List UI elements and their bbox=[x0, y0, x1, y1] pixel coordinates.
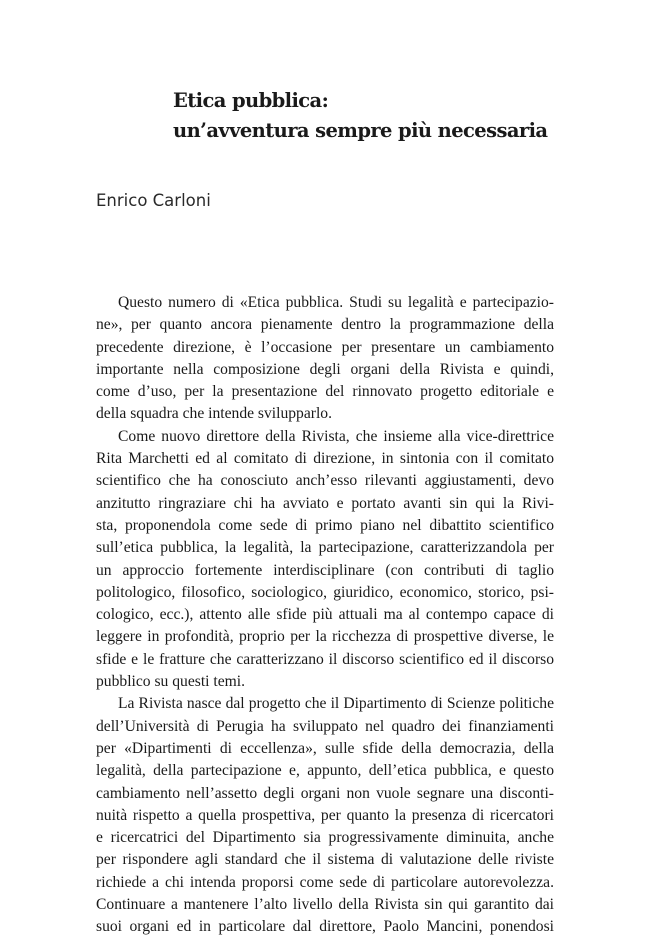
paragraph-line: un approccio fortemente interdisciplinare (con contributi di taglio bbox=[96, 561, 554, 579]
paragraph-line: politologico, filosofico, sociologico, giuridico, economico, storico, psi- bbox=[96, 583, 554, 601]
paragraph-line: della squadra che intende svilupparlo. bbox=[96, 405, 332, 423]
paragraph-line: legalità, della partecipazione e, appunto, dell’etica pubblica, e questo bbox=[96, 762, 554, 780]
paragraph-line: per «Dipartimenti di eccellenza», sulle sfide della democrazia, della bbox=[96, 739, 554, 757]
article-body bbox=[96, 292, 554, 939]
paragraph-line: pubblico su questi temi. bbox=[96, 673, 245, 691]
paragraph-line: nuità rispetto a quella prospettiva, per quanto la presenza di ricercatori bbox=[96, 806, 554, 824]
paragraph-3 bbox=[96, 693, 554, 938]
paragraph-line: per rispondere agli standard che il sistema di valutazione delle riviste bbox=[96, 851, 554, 869]
paragraph-line: importante nella composizione degli organi della Rivista e quindi, bbox=[96, 360, 554, 378]
article-title-line-1: Etica pubblica: bbox=[173, 89, 329, 112]
author-name: Enrico Carloni bbox=[96, 191, 211, 210]
paragraph-line: cambiamento nell’assetto degli organi non vuole segnare una disconti- bbox=[96, 784, 554, 802]
article-title-line-2: un’avventura sempre più necessaria bbox=[173, 119, 548, 142]
paragraph-line: leggere in profondità, proprio per la ricchezza di prospettive diverse, le bbox=[96, 628, 554, 646]
paragraph-line: Rita Marchetti ed al comitato di direzione, in sintonia con il comitato bbox=[96, 450, 554, 468]
paragraph-line: La Rivista nasce dal progetto che il Dipartimento di Scienze politiche bbox=[118, 695, 554, 713]
paragraph-line: richiede a chi intenda proporsi come sede di particolare autorevolezza. bbox=[96, 873, 554, 891]
paragraph-line: Questo numero di «Etica pubblica. Studi su legalità e partecipazio- bbox=[118, 294, 554, 311]
paragraph-line: ne», per quanto ancora pienamente dentro la programmazione della bbox=[96, 316, 554, 334]
paragraph-line: come d’uso, per la presentazione del rinnovato progetto editoriale e bbox=[96, 383, 554, 401]
paragraph-line: sfide e le fratture che caratterizzano il discorso scientifico ed il discorso bbox=[96, 650, 554, 668]
paragraph-line: Come nuovo direttore della Rivista, che insieme alla vice-direttrice bbox=[118, 427, 554, 445]
paragraph-line: suoi organi ed in particolare dal direttore, Paolo Mancini, ponendosi bbox=[96, 918, 554, 936]
paragraph-line: Continuare a mantenere l’alto livello della Rivista sin qui garantito dai bbox=[96, 896, 554, 914]
paragraph-2 bbox=[96, 426, 554, 694]
paragraph-1 bbox=[96, 292, 554, 426]
paragraph-line: dell’Università di Perugia ha sviluppato nel quadro dei finanziamenti bbox=[96, 717, 554, 735]
paragraph-line: sta, proponendola come sede di primo piano nel dibattito scientifico bbox=[96, 516, 554, 534]
paragraph-line: scientifico che ha conosciuto anch’esso rilevanti aggiustamenti, devo bbox=[96, 472, 554, 490]
paragraph-line: cologico, ecc.), attento alle sfide più attuali ma al contempo capace di bbox=[96, 606, 554, 624]
paragraph-line: anzitutto ringraziare chi ha avviato e portato avanti sin qui la Rivi- bbox=[96, 494, 554, 512]
article-title bbox=[173, 86, 547, 146]
paragraph-line: e ricercatrici del Dipartimento sia progressivamente diminuita, anche bbox=[96, 829, 554, 847]
paragraph-line: sull’etica pubblica, la legalità, la partecipazione, caratterizzandola per bbox=[96, 539, 554, 557]
paragraph-line: precedente direzione, è l’occasione per presentare un cambiamento bbox=[96, 338, 554, 356]
